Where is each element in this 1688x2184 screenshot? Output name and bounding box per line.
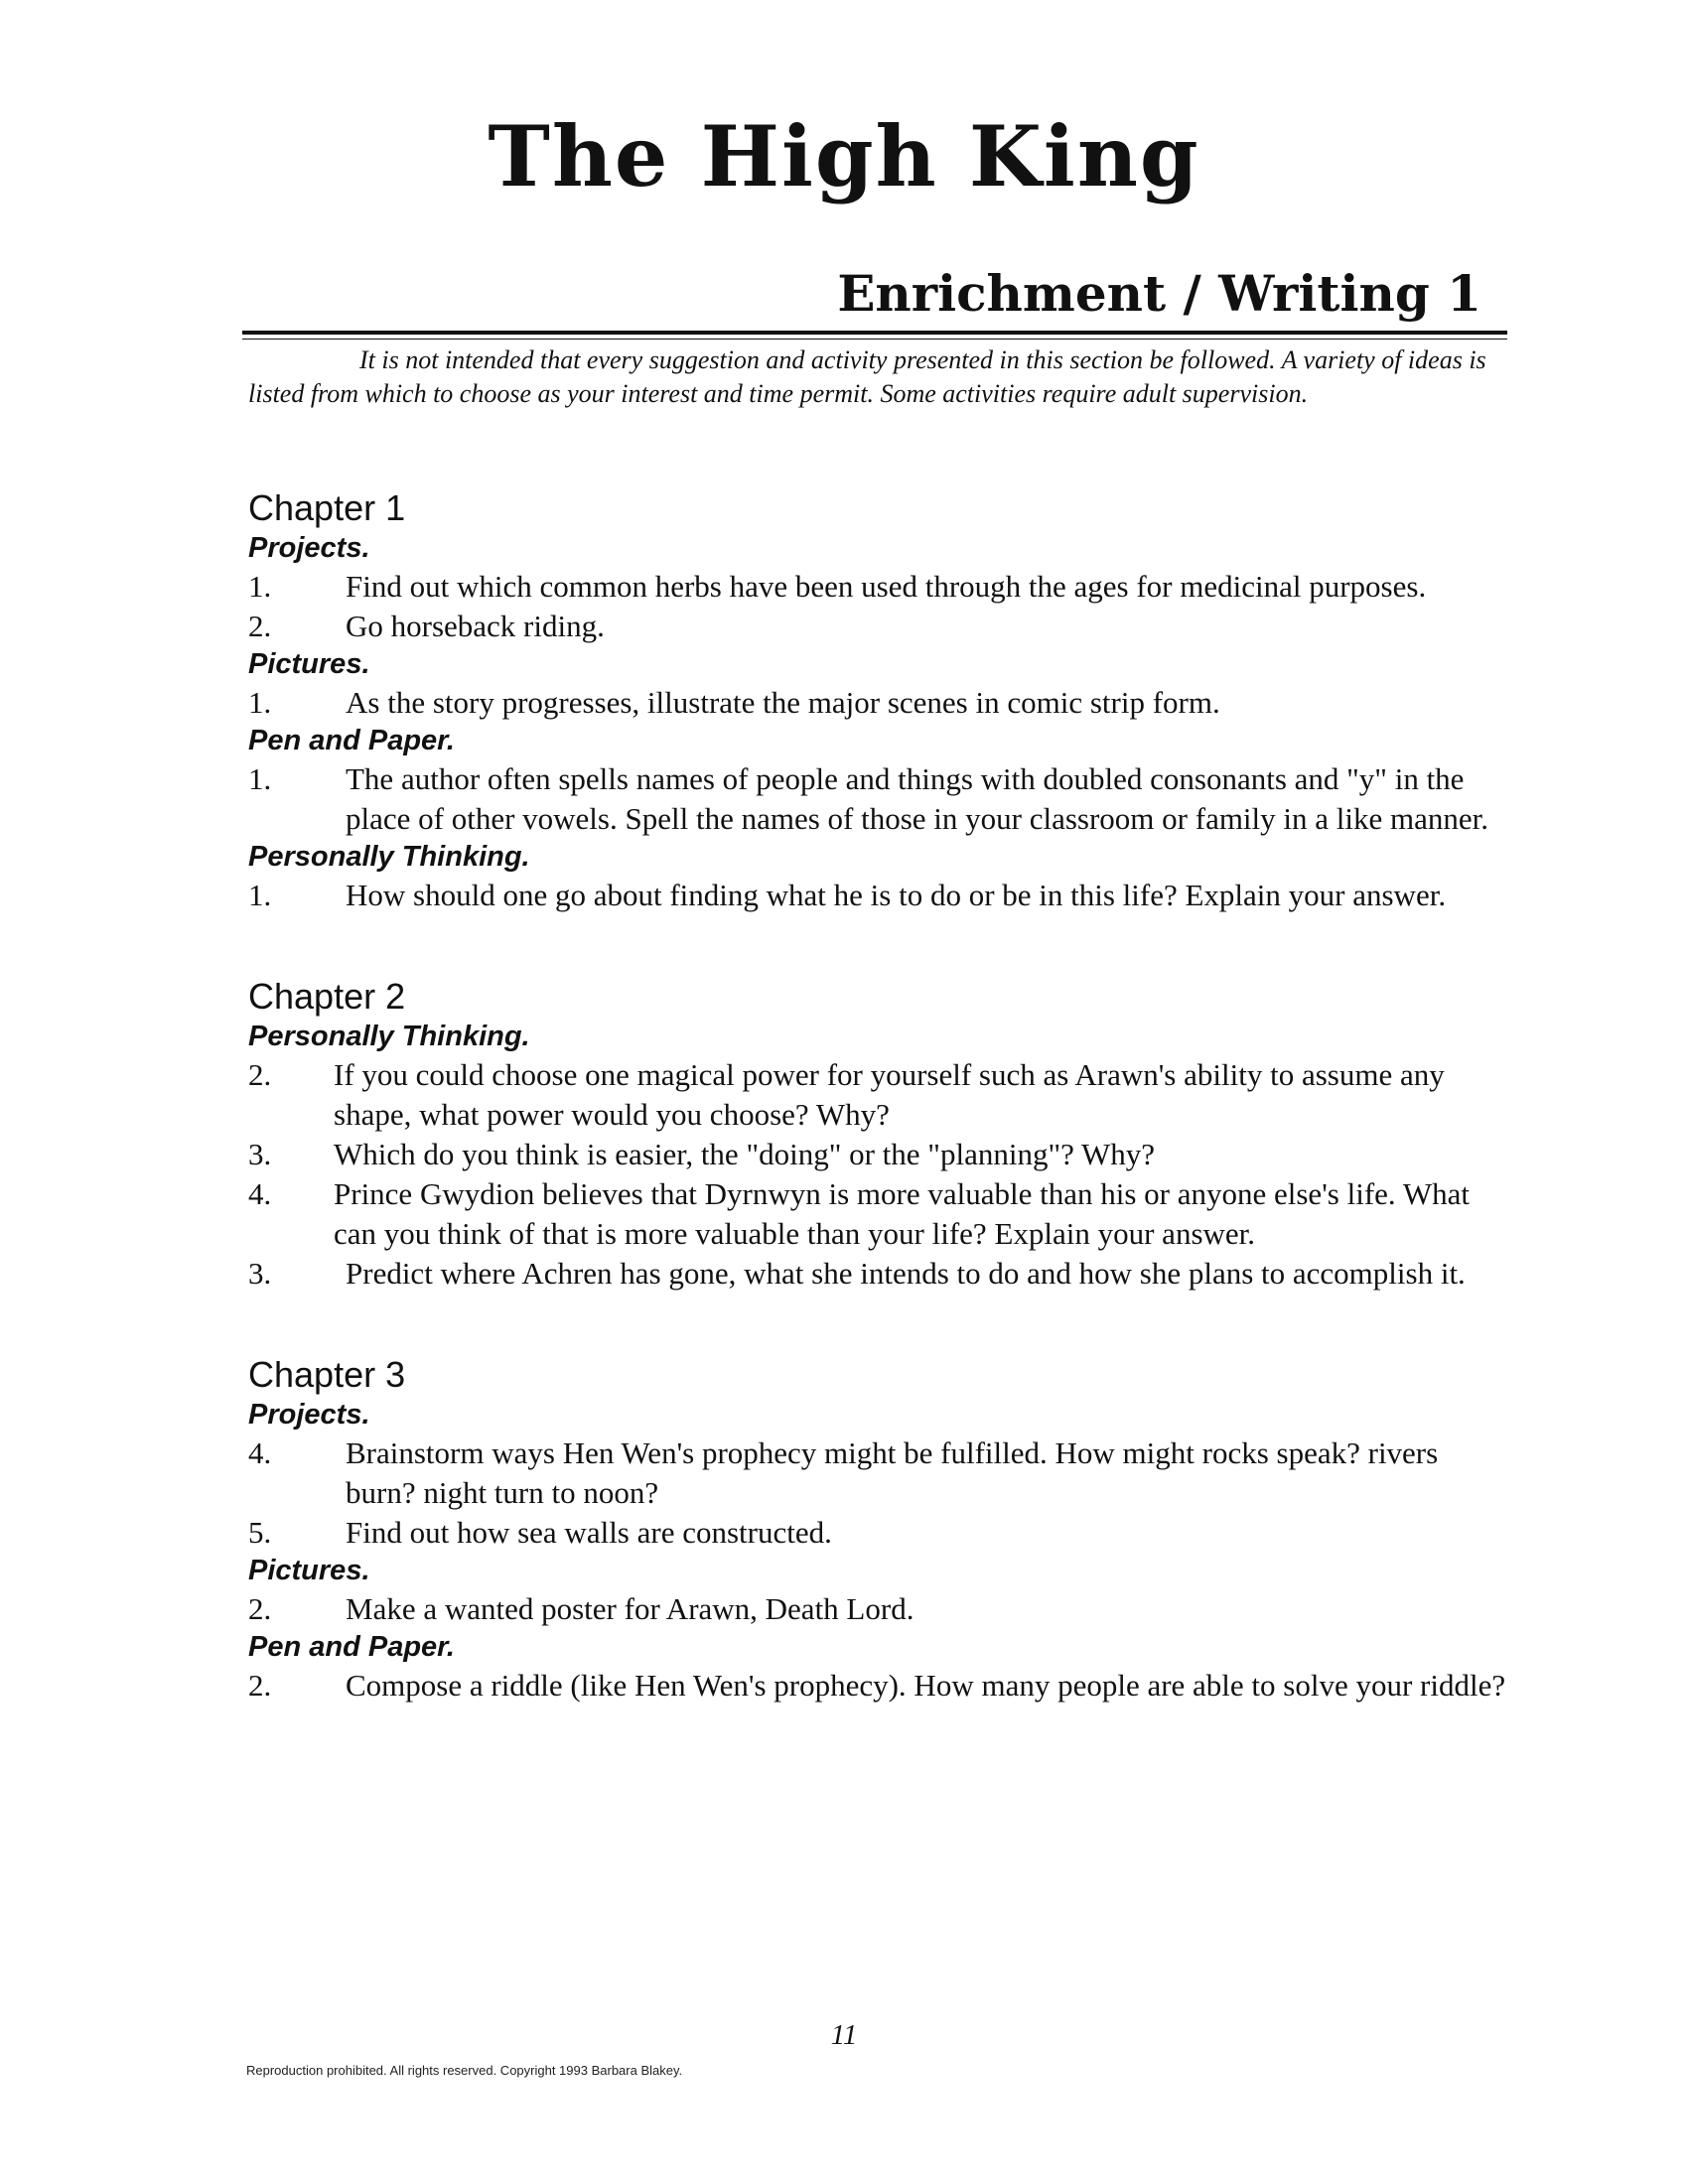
activity-category-heading: Personally Thinking.	[248, 841, 530, 873]
activity-text: Which do you think is easier, the "doing" or the "planning"? Why?	[334, 1137, 1156, 1171]
activity-number: 1.	[248, 761, 272, 796]
chapter-section	[248, 1353, 1509, 1706]
activity-item	[248, 1174, 1509, 1254]
activity-item	[248, 759, 1509, 839]
activity-number: 5.	[248, 1515, 272, 1550]
activity-number: 1.	[248, 685, 272, 720]
chapter-section	[248, 975, 1509, 1294]
activity-item	[248, 1589, 1509, 1629]
activity-text: Predict where Achren has gone, what she intends to do and how she plans to accomplish it.	[346, 1256, 1466, 1291]
activity-number: 2.	[248, 1057, 272, 1092]
copyright-footer: Reproduction prohibited. All rights reserved. Copyright 1993 Barbara Blakey.	[246, 2063, 683, 2078]
activity-category-heading: Pen and Paper.	[248, 725, 455, 756]
intro-paragraph: It is not intended that every suggestion and activity presented in this section be followed. A variety of ideas is listed from which to choose as your interest and time permit. Some activities require adult supervision.	[248, 345, 1486, 408]
activity-text: Find out how sea walls are constructed.	[346, 1515, 832, 1550]
activity-text: As the story progresses, illustrate the major scenes in comic strip form.	[346, 685, 1220, 720]
activity-category-heading: Pictures.	[248, 648, 370, 680]
activity-item	[248, 1055, 1509, 1135]
page-number: 11	[830, 2019, 858, 2051]
activity-text: Find out which common herbs have been used through the ages for medicinal purposes.	[346, 569, 1427, 604]
activity-item	[248, 1135, 1509, 1174]
activity-number: 3.	[248, 1256, 272, 1291]
activity-item	[248, 1254, 1509, 1294]
activity-category-heading: Personally Thinking.	[248, 1021, 530, 1052]
activity-item	[248, 607, 1509, 646]
activity-number: 3.	[248, 1137, 272, 1171]
activity-text: Brainstorm ways Hen Wen's prophecy might be fulfilled. How might rocks speak? rivers burn? night turn to noon?	[346, 1435, 1439, 1510]
activity-category-heading: Projects.	[248, 1399, 370, 1431]
activity-item	[248, 1666, 1509, 1706]
activity-category-heading: Pictures.	[248, 1555, 370, 1586]
activity-text: Compose a riddle (like Hen Wen's prophecy). How many people are able to solve your riddle?	[346, 1668, 1506, 1703]
header-rule-thin	[242, 339, 1507, 340]
activity-number: 2.	[248, 609, 272, 643]
activity-number: 2.	[248, 1591, 272, 1626]
chapter-title: Chapter 3	[248, 1354, 406, 1395]
activity-item	[248, 567, 1509, 607]
activity-number: 2.	[248, 1668, 272, 1703]
chapter-list	[248, 486, 1509, 1765]
section-title: Enrichment / Writing 1	[837, 264, 1481, 323]
activity-item	[248, 1513, 1509, 1553]
activity-item	[248, 876, 1509, 915]
activity-category-heading: Pen and Paper.	[248, 1631, 455, 1663]
chapter-title: Chapter 1	[248, 487, 406, 528]
activity-number: 4.	[248, 1176, 272, 1211]
activity-text: If you could choose one magical power for yourself such as Arawn's ability to assume any shape, what power would you choose? Why?	[334, 1057, 1445, 1132]
activity-text: The author often spells names of people and things with doubled consonants and "y" in the place of other vowels. Spell the names of those in your classroom or family in a like manner.	[346, 761, 1489, 836]
activity-number: 1.	[248, 878, 272, 912]
page-title: The High King	[488, 107, 1200, 205]
activity-item	[248, 1433, 1509, 1513]
chapter-section	[248, 486, 1509, 915]
header-rule-thick	[242, 331, 1507, 335]
activity-text: Prince Gwydion believes that Dyrnwyn is more valuable than his or anyone else's life. What can you think of that is more valuable than your life? Explain your answer.	[334, 1176, 1470, 1251]
activity-item	[248, 683, 1509, 723]
activity-text: Go horseback riding.	[346, 609, 605, 643]
activity-number: 4.	[248, 1435, 272, 1470]
activity-text: How should one go about finding what he is to do or be in this life? Explain your answer.	[346, 878, 1447, 912]
activity-number: 1.	[248, 569, 272, 604]
activity-category-heading: Projects.	[248, 532, 370, 564]
chapter-title: Chapter 2	[248, 976, 406, 1017]
activity-text: Make a wanted poster for Arawn, Death Lord.	[346, 1591, 914, 1626]
